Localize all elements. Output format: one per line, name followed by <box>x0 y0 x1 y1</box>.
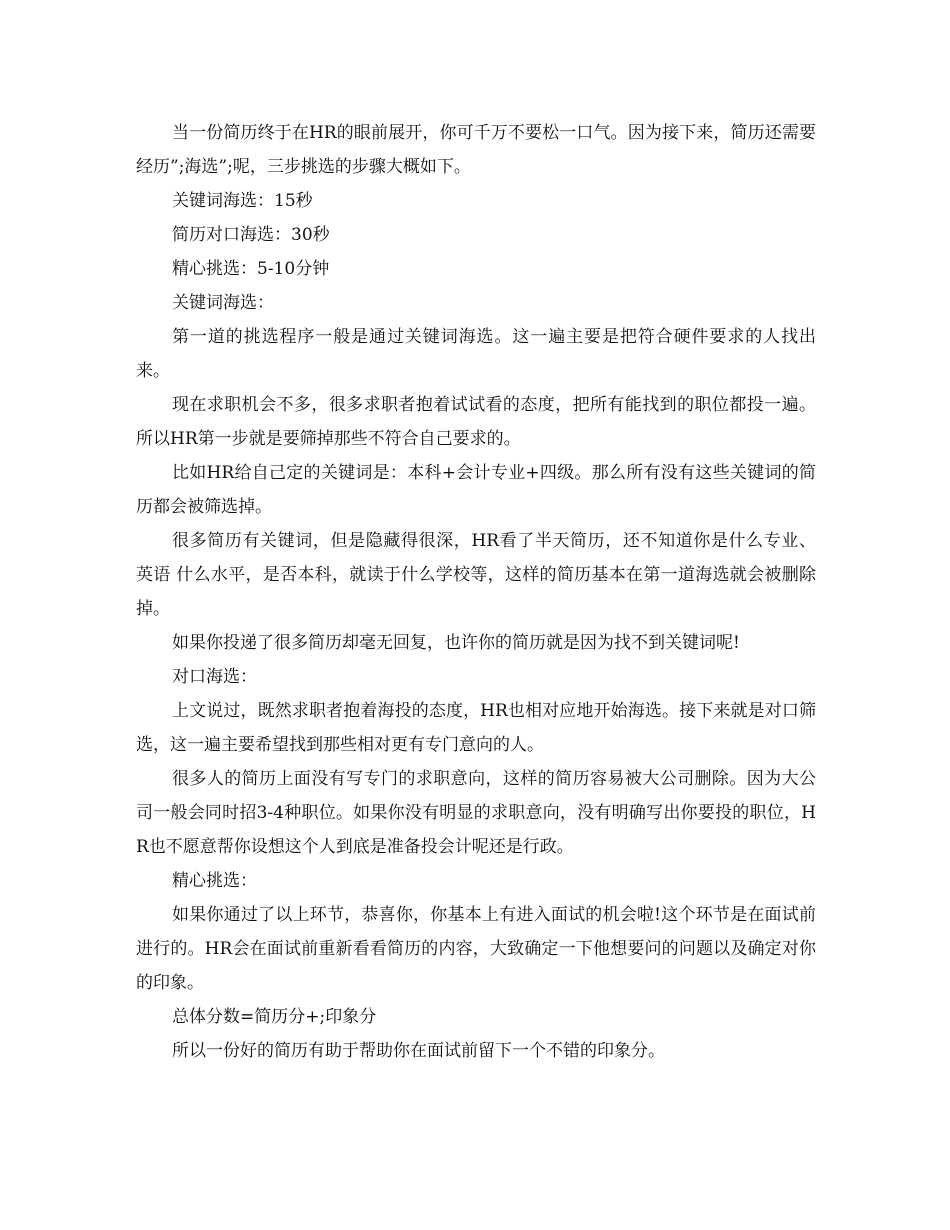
paragraph-keyword-time: 关键词海选：15秒 <box>172 191 313 211</box>
paragraph-keyword-2: 现在求职机会不多，很多求职者抱着试试看的态度，把所有能找到的职位都投一遍。所以HR第一步就是要筛掉那些不符合自己要求的。 <box>136 395 816 449</box>
paragraph-keyword-5: 如果你投递了很多简历却毫无回复，也许你的简历就是因为找不到关键词呢! <box>172 633 740 653</box>
paragraph-keyword-1: 第一道的挑选程序一般是通过关键词海选。这一遍主要是把符合硬件要求的人找出来。 <box>136 327 816 381</box>
paragraph-keyword-3: 比如HR给自己定的关键词是：本科+会计专业+四级。那么所有没有这些关键词的简历都会被筛选掉。 <box>136 463 816 517</box>
heading-keyword-screening: 关键词海选： <box>172 293 274 313</box>
paragraph-careful-1: 如果你通过了以上环节，恭喜你，你基本上有进入面试的机会啦!这个环节是在面试前进行的。HR会在面试前重新看看简历的内容，大致确定一下他想要问的问题以及确定对你的印象。 <box>136 905 816 993</box>
paragraph-keyword-4: 很多简历有关键词，但是隐藏得很深，HR看了半天简历，还不知道你是什么专业、 英语 什么水平，是否本科，就读于什么学校等，这样的简历基本在第一道海选就会被删除掉。 <box>136 531 816 619</box>
paragraph-score-formula: 总体分数=简历分+;印象分 <box>172 1007 377 1027</box>
heading-match-screening: 对口海选： <box>172 667 257 687</box>
paragraph-match-2: 很多人的简历上面没有写专门的求职意向，这样的简历容易被大公司删除。因为大公司一般会同时招3-4种职位。如果你没有明显的求职意向，没有明确写出你要投的职位，HR也不愿意帮你设想这个人到底是准备投会计呢还是行政。 <box>136 769 816 857</box>
paragraph-conclusion: 所以一份好的简历有助于帮助你在面试前留下一个不错的印象分。 <box>172 1041 665 1061</box>
paragraph-match-1: 上文说过，既然求职者抱着海投的态度，HR也相对应地开始海选。接下来就是对口筛选，这一遍主要希望找到那些相对更有专门意向的人。 <box>136 701 816 755</box>
document-body <box>136 116 816 1068</box>
paragraph-match-time: 简历对口海选：30秒 <box>172 225 330 245</box>
paragraph-intro: 当一份简历终于在HR的眼前展开，你可千万不要松一口气。因为接下来，简历还需要经历”;海选”;呢，三步挑选的步骤大概如下。 <box>136 123 816 177</box>
heading-careful-selection: 精心挑选： <box>172 871 257 891</box>
paragraph-careful-time: 精心挑选：5-10分钟 <box>172 259 330 279</box>
